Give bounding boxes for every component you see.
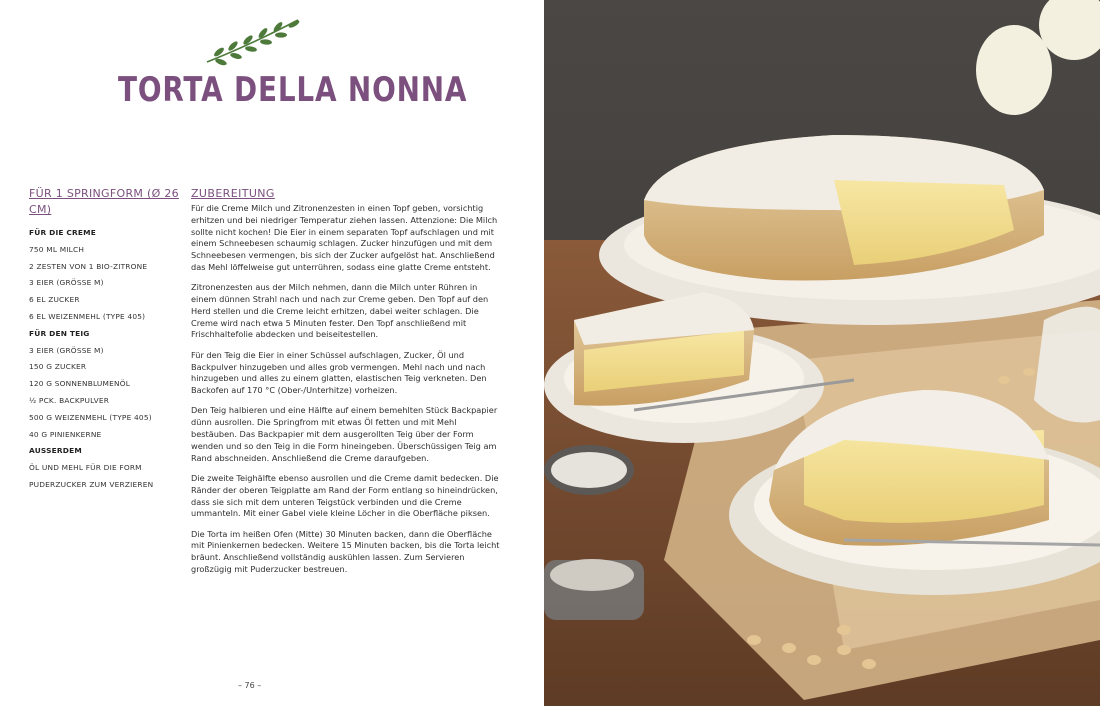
ingredient-subheading: AUSSERDEM <box>29 446 82 456</box>
ingredient-item: 2 ZESTEN VON 1 BIO-ZITRONE <box>29 261 148 271</box>
ingredient-item: 150 G ZUCKER <box>29 362 87 372</box>
preparation-heading: ZUBEREITUNG <box>191 187 275 200</box>
ingredient-item: 6 EL WEIZENMEHL (TYPE 405) <box>29 311 146 321</box>
ingredient-item: ½ PCK. BACKPULVER <box>29 395 110 405</box>
ingredient-subheading: FÜR DIE CREME <box>29 228 96 237</box>
preparation-step: Für die Creme Milch und Zitronenzesten in einen Topf geben, vorsichtig erhitzen und bei niedriger Temperatur ziehen lassen. Attenzione: Die Milch sollte nicht kochen! Die Eier in einem separaten Topf aufschlagen und mit einem Schneebesen schaumig schlagen. Zucker hinzufügen und mit dem Schneebesen vermengen, bis sich der Zucker aufgelöst hat. Anschließend das Mehl löffelweise gut unterrühren, sodass eine glatte Creme entsteht. <box>191 203 498 272</box>
recipe-title: TORTA DELLA NONNA <box>118 70 468 110</box>
ingredient-item: 120 G SONNENBLUMENÖL <box>29 379 131 389</box>
page-number: – 76 – <box>238 681 262 690</box>
ingredient-item: 3 EIER (GRÖSSE M) <box>29 345 104 355</box>
recipe-photo <box>544 0 1100 706</box>
olive-branch-icon <box>203 16 303 68</box>
recipe-page-left <box>0 0 544 706</box>
ingredient-item: PUDERZUCKER ZUM VERZIEREN <box>29 479 154 489</box>
preparation-step: Den Teig halbieren und eine Hälfte auf einem bemehlten Stück Backpapier dünn ausrollen. Die Springfrom mit etwas Öl fetten und mit Mehl bestäuben. Das Backpapier mit dem ausgerollten Teig über der Form wenden und so den Teig in die Form hineingeben. Überschüssigen Teig am Rand abschneiden. Anschließend die Creme daraufgeben. <box>191 405 498 463</box>
ingredients-list <box>29 225 179 494</box>
ingredient-item: 40 G PINIENKERNE <box>29 429 102 439</box>
ingredient-item: 6 EL ZUCKER <box>29 295 80 305</box>
preparation-section <box>191 186 503 584</box>
preparation-step: Zitronenzesten aus der Milch nehmen, dann die Milch unter Rühren in einem dünnen Strahl nach und nach zur Creme geben. Den Topf auf den Herd stellen und die Creme leicht erhitzen, dabei weiter schlagen. Die Creme wird nach etwa 5 Minuten fester. Den Topf anschließend mit Frischhaltefolie abdecken und beiseitestellen. <box>191 282 489 340</box>
ingredient-item: 500 G WEIZENMEHL (TYPE 405) <box>29 412 152 422</box>
ingredient-item: 750 ML MILCH <box>29 244 85 254</box>
preparation-step: Die Torta im heißen Ofen (Mitte) 30 Minuten backen, dann die Oberfläche mit Pinienkernen bedecken. Weitere 15 Minuten backen, bis die Torta leicht bräunt. Anschließend vollständig auskühlen lassen. Zum Servieren großzügig mit Puderzucker bestreuen. <box>191 528 500 575</box>
ingredients-heading: FÜR 1 SPRINGFORM (Ø 26 CM) <box>29 187 179 216</box>
ingredient-item: ÖL UND MEHL FÜR DIE FORM <box>29 463 142 473</box>
ingredient-item: 3 EIER (GRÖSSE M) <box>29 278 104 288</box>
preparation-step: Die zweite Teighälfte ebenso ausrollen und die Creme damit bedecken. Die Ränder der oberen Teigplatte am Rand der Form entlang so hineindrücken, dass sie sich mit dem unteren Teigstück verbinden und die Creme ummanteln. Mit einer Gabel viele kleine Löcher in die Oberfläche piksen. <box>191 472 499 519</box>
ingredient-subheading: FÜR DEN TEIG <box>29 328 90 338</box>
ingredients-section <box>29 186 179 494</box>
preparation-step: Für den Teig die Eier in einer Schüssel aufschlagen, Zucker, Öl und Backpulver hinzugeben und alles grob vermengen. Mehl nach und nach hinzugeben und alles zu einem glatten, elastischen Teig verkneten. Den Backofen auf 170 °C (Ober-/Unterhitze) vorheizen. <box>191 349 487 396</box>
torta-photo-illustration <box>544 0 1100 706</box>
